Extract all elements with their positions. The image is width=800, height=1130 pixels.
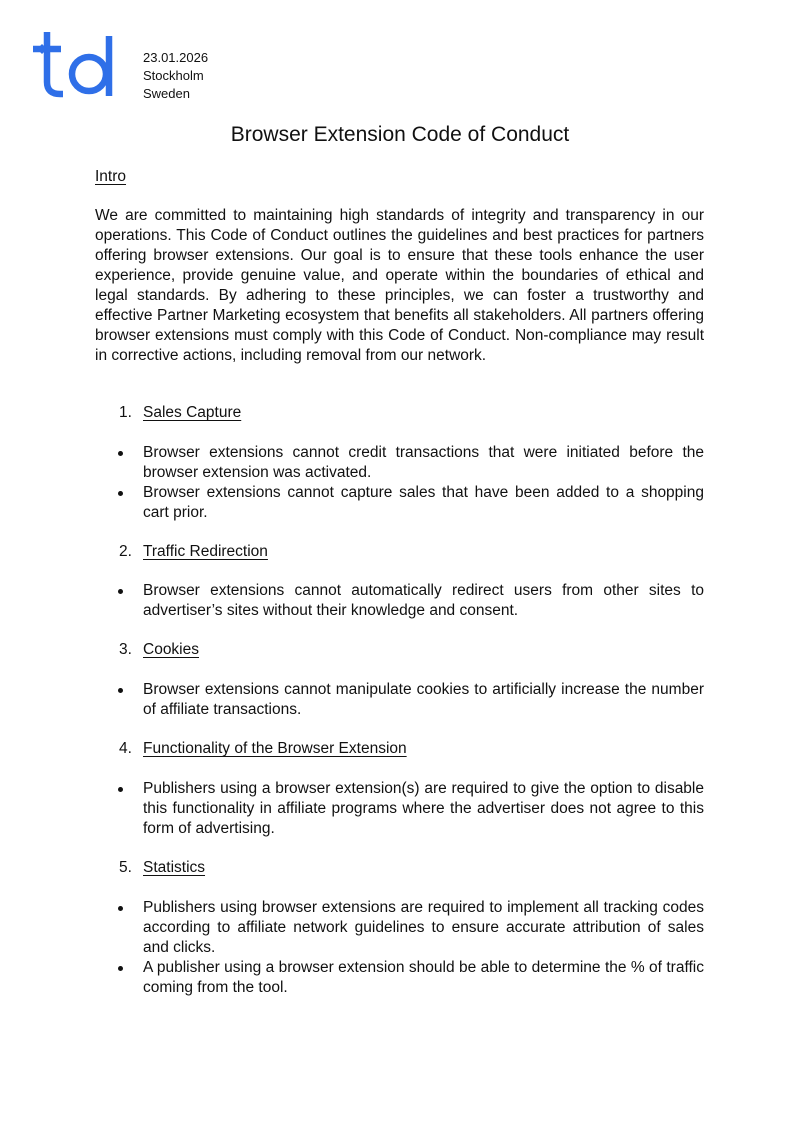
section-list-statistics <box>95 898 704 998</box>
list-item <box>95 680 704 720</box>
list-item-text: Publishers using a browser extension(s) are required to give the option to disable this functionality in affiliate programs where the advertiser does not agree to this form of advertising. <box>143 780 704 837</box>
section-title: Statistics <box>143 859 206 876</box>
list-item-text: Browser extensions cannot credit transactions that were initiated before the browser extension was activated. <box>143 444 704 481</box>
list-item <box>95 779 704 839</box>
list-item-text: A publisher using a browser extension should be able to determine the % of traffic coming from the tool. <box>143 959 704 996</box>
bullet-icon <box>118 966 123 971</box>
list-item <box>95 443 704 483</box>
section-list-cookies <box>95 680 704 720</box>
section-title: Cookies <box>143 641 199 658</box>
section-number: 4. <box>119 740 132 757</box>
section-heading-statistics <box>119 858 205 878</box>
document-title: Browser Extension Code of Conduct <box>230 123 570 146</box>
section-number: 5. <box>119 859 132 876</box>
list-item <box>95 483 704 523</box>
section-title: Sales Capture <box>143 404 242 421</box>
section-heading-functionality <box>119 739 407 759</box>
section-heading-cookies <box>119 640 199 660</box>
section-heading-sales-capture <box>119 403 241 423</box>
document-date: 23.01.2026 <box>143 50 209 65</box>
intro-heading: Intro <box>95 168 127 185</box>
section-list-traffic-redirection <box>95 581 704 621</box>
section-list-sales-capture <box>95 443 704 523</box>
list-item-text: Publishers using browser extensions are required to implement all tracking codes according to affiliate network guidelines to ensure accurate attribution of sales and clicks. <box>143 899 704 956</box>
section-title: Traffic Redirection <box>143 543 268 560</box>
bullet-icon <box>118 589 123 594</box>
list-item-text: Browser extensions cannot automatically redirect users from other sites to advertiser’s sites without their knowledge and consent. <box>143 582 704 619</box>
bullet-icon <box>118 906 123 911</box>
intro-paragraph: We are committed to maintaining high standards of integrity and transparency in our operations. This Code of Conduct outlines the guidelines and best practices for partners offering browser extensions. Our goal is to ensure that these tools enhance the user experience, provide genuine value, and operate within the boundaries of ethical and legal standards. By adhering to these principles, we can foster a trustworthy and effective Partner Marketing ecosystem that benefits all stakeholders. All partners offering browser extensions must comply with this Code of Conduct. Non-compliance may result in corrective actions, including removal from our network. <box>95 207 704 364</box>
bullet-icon <box>118 451 123 456</box>
document-country: Sweden <box>143 86 190 101</box>
list-item <box>95 958 704 998</box>
section-list-functionality <box>95 779 704 839</box>
section-number: 3. <box>119 641 132 658</box>
document-city: Stockholm <box>143 68 204 83</box>
section-number: 2. <box>119 543 132 560</box>
list-item <box>95 898 704 958</box>
bullet-icon <box>118 688 123 693</box>
document-meta <box>143 49 208 103</box>
bullet-icon <box>118 787 123 792</box>
section-number: 1. <box>119 404 132 421</box>
list-item-text: Browser extensions cannot capture sales that have been added to a shopping cart prior. <box>143 484 704 521</box>
list-item <box>95 581 704 621</box>
td-logo-icon <box>33 30 115 98</box>
list-item-text: Browser extensions cannot manipulate cookies to artificially increase the number of affiliate transactions. <box>143 681 704 718</box>
bullet-icon <box>118 491 123 496</box>
section-heading-traffic-redirection <box>119 542 268 562</box>
section-title: Functionality of the Browser Extension <box>143 740 407 757</box>
